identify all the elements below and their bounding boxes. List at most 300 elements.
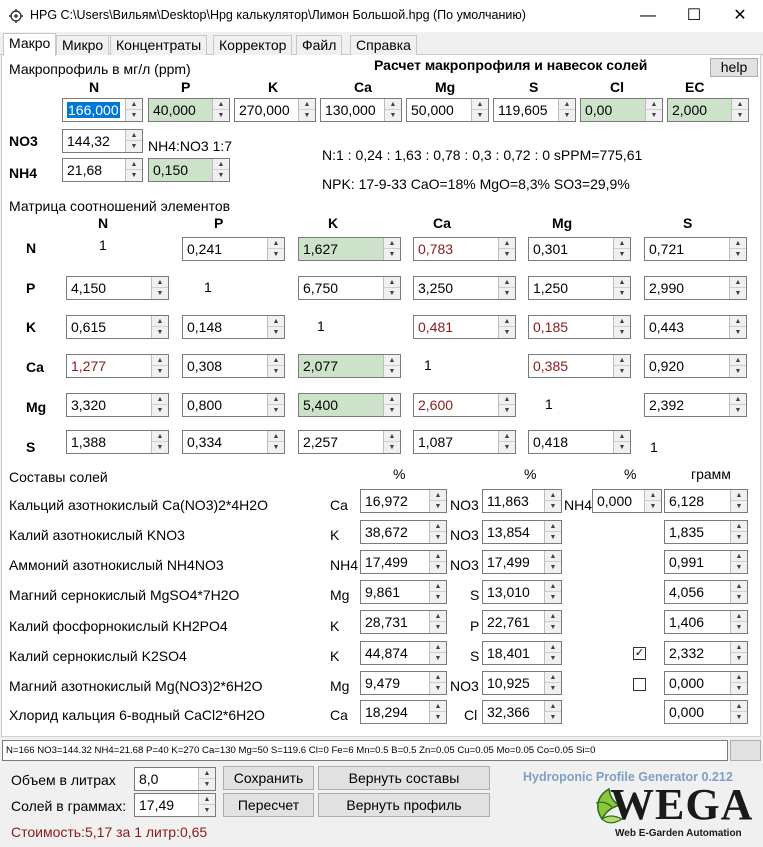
macro-ca-input[interactable]: 130,000 ▲ ▼ bbox=[320, 98, 402, 122]
spin-up-icon[interactable]: ▲ bbox=[430, 521, 446, 532]
spin-up-icon[interactable]: ▲ bbox=[430, 642, 446, 653]
spin-down-icon[interactable]: ▼ bbox=[736, 112, 744, 119]
salt-3-pct2[interactable]: 13,010 ▲ ▼ bbox=[482, 580, 562, 604]
spin-down-icon[interactable]: ▼ bbox=[476, 112, 484, 119]
matrix-mg-s[interactable]: 2,392 ▲ ▼ bbox=[644, 393, 747, 417]
matrix-k-mg[interactable]: 0,185 ▲ ▼ bbox=[528, 315, 631, 339]
profile-string-field[interactable]: N=166 NO3=144.32 NH4=21.68 P=40 K=270 Ca=130 Mg=50 S=119.6 Cl=0 Fe=6 Mn=0.5 B=0.5 Zn=0.05 Cu=0.05 Mo=0.05 Co=0.05 Si=0 bbox=[2, 740, 728, 761]
macro-k-input[interactable]: 270,000 ▲ ▼ bbox=[234, 98, 316, 122]
matrix-p-s[interactable]: 2,990 ▲ ▼ bbox=[644, 276, 747, 300]
spin-up-icon[interactable]: ▲ bbox=[384, 238, 400, 249]
salt-6-gram[interactable]: 0,000 ▲ ▼ bbox=[664, 671, 748, 695]
spin-buttons[interactable] bbox=[729, 355, 746, 377]
spin-down-icon[interactable]: ▼ bbox=[503, 407, 511, 414]
spin-down-icon[interactable]: ▼ bbox=[549, 714, 557, 721]
spin-buttons[interactable] bbox=[198, 768, 215, 790]
spin-down-icon[interactable]: ▼ bbox=[272, 444, 280, 451]
spin-up-icon[interactable]: ▲ bbox=[730, 316, 746, 327]
matrix-diag-s: 1 bbox=[650, 439, 658, 455]
salt-0-pct1[interactable]: 16,972 ▲ ▼ bbox=[360, 489, 447, 513]
spin-down-icon[interactable]: ▼ bbox=[735, 685, 743, 692]
macro-ec-input[interactable]: 2,000 ▲ ▼ bbox=[667, 98, 749, 122]
spin-down-icon[interactable]: ▼ bbox=[549, 655, 557, 662]
matrix-p-k[interactable]: 6,750 ▲ ▼ bbox=[298, 276, 401, 300]
spin-buttons[interactable] bbox=[613, 316, 630, 338]
spin-buttons[interactable] bbox=[498, 394, 515, 416]
spin-buttons[interactable] bbox=[730, 642, 747, 664]
spin-buttons[interactable] bbox=[212, 159, 229, 181]
spin-buttons[interactable] bbox=[729, 394, 746, 416]
spin-buttons[interactable] bbox=[383, 277, 400, 299]
restore-profile-button[interactable]: Вернуть профиль bbox=[318, 793, 490, 817]
spin-buttons[interactable] bbox=[429, 611, 446, 633]
spin-down-icon[interactable]: ▼ bbox=[203, 807, 211, 814]
help-button[interactable]: help bbox=[710, 58, 758, 77]
spin-up-icon[interactable]: ▲ bbox=[384, 431, 400, 442]
save-button[interactable]: Сохранить bbox=[223, 766, 314, 790]
matrix-s-p[interactable]: 0,334 ▲ ▼ bbox=[182, 430, 285, 454]
salt-5-gram[interactable]: 2,332 ▲ ▼ bbox=[664, 641, 748, 665]
spin-up-icon[interactable]: ▲ bbox=[213, 99, 229, 110]
spin-up-icon[interactable]: ▲ bbox=[731, 490, 747, 501]
macro-mg-input[interactable]: 50,000 ▲ ▼ bbox=[406, 98, 489, 122]
spin-up-icon[interactable]: ▲ bbox=[730, 394, 746, 405]
salt-6-pct2[interactable]: 10,925 ▲ ▼ bbox=[482, 671, 562, 695]
spin-buttons[interactable] bbox=[544, 642, 561, 664]
nh4-no3-ratio-label: NH4:NO3 1:7 bbox=[148, 138, 233, 154]
spin-up-icon[interactable]: ▲ bbox=[732, 99, 748, 110]
matrix-s-n[interactable]: 1,388 ▲ ▼ bbox=[66, 430, 169, 454]
spin-up-icon[interactable]: ▲ bbox=[430, 672, 446, 683]
spin-up-icon[interactable]: ▲ bbox=[731, 701, 747, 712]
tab-micro[interactable]: Микро bbox=[56, 35, 109, 55]
spin-buttons[interactable] bbox=[730, 581, 747, 603]
spin-down-icon[interactable]: ▼ bbox=[549, 503, 557, 510]
spin-buttons[interactable] bbox=[383, 431, 400, 453]
spin-buttons[interactable] bbox=[498, 277, 515, 299]
spin-down-icon[interactable]: ▼ bbox=[735, 594, 743, 601]
spin-buttons[interactable] bbox=[125, 99, 142, 121]
spin-up-icon[interactable]: ▲ bbox=[268, 431, 284, 442]
spin-up-icon[interactable]: ▲ bbox=[472, 99, 488, 110]
spin-up-icon[interactable]: ▲ bbox=[268, 355, 284, 366]
matrix-p-n[interactable]: 4,150 ▲ ▼ bbox=[66, 276, 169, 300]
spin-buttons[interactable] bbox=[383, 394, 400, 416]
spin-down-icon[interactable]: ▼ bbox=[618, 444, 626, 451]
spin-buttons[interactable] bbox=[267, 238, 284, 260]
matrix-col-k: K bbox=[328, 215, 339, 231]
salt-3-gram[interactable]: 4,056 ▲ ▼ bbox=[664, 580, 748, 604]
tab-file[interactable]: Файл bbox=[296, 35, 342, 55]
spin-buttons[interactable] bbox=[125, 130, 142, 152]
salt-0-pct3[interactable]: 0,000 ▲ ▼ bbox=[592, 489, 662, 513]
spin-buttons[interactable] bbox=[267, 316, 284, 338]
spin-buttons[interactable] bbox=[729, 316, 746, 338]
spin-up-icon[interactable]: ▲ bbox=[499, 316, 515, 327]
spin-buttons[interactable] bbox=[429, 581, 446, 603]
spin-down-icon[interactable]: ▼ bbox=[735, 503, 743, 510]
spin-buttons[interactable] bbox=[613, 277, 630, 299]
spin-buttons[interactable] bbox=[429, 490, 446, 512]
spin-up-icon[interactable]: ▲ bbox=[126, 99, 142, 110]
spin-up-icon[interactable]: ▲ bbox=[614, 316, 630, 327]
spin-down-icon[interactable]: ▼ bbox=[563, 112, 571, 119]
spin-buttons[interactable] bbox=[471, 99, 488, 121]
spin-up-icon[interactable]: ▲ bbox=[730, 277, 746, 288]
k2so4-include-checkbox[interactable]: ✓ bbox=[634, 647, 645, 659]
matrix-ca-n[interactable]: 1,277 ▲ ▼ bbox=[66, 354, 169, 378]
spin-down-icon[interactable]: ▼ bbox=[734, 368, 742, 375]
spin-buttons[interactable] bbox=[544, 672, 561, 694]
spin-up-icon[interactable]: ▲ bbox=[499, 431, 515, 442]
spin-buttons[interactable] bbox=[644, 490, 661, 512]
salt-7-pct2[interactable]: 32,366 ▲ ▼ bbox=[482, 700, 562, 724]
spin-down-icon[interactable]: ▼ bbox=[130, 143, 138, 150]
spin-down-icon[interactable]: ▼ bbox=[650, 112, 658, 119]
spin-buttons[interactable] bbox=[498, 431, 515, 453]
salt-7-pct1[interactable]: 18,294 ▲ ▼ bbox=[360, 700, 447, 724]
spin-down-icon[interactable]: ▼ bbox=[156, 407, 164, 414]
spin-down-icon[interactable]: ▼ bbox=[303, 112, 311, 119]
spin-buttons[interactable] bbox=[267, 394, 284, 416]
spin-down-icon[interactable]: ▼ bbox=[503, 444, 511, 451]
spin-down-icon[interactable]: ▼ bbox=[618, 290, 626, 297]
spin-up-icon[interactable]: ▲ bbox=[152, 394, 168, 405]
spin-up-icon[interactable]: ▲ bbox=[559, 99, 575, 110]
salt-1-pct1[interactable]: 38,672 ▲ ▼ bbox=[360, 520, 447, 544]
matrix-ca-mg[interactable]: 0,385 ▲ ▼ bbox=[528, 354, 631, 378]
spin-down-icon[interactable]: ▼ bbox=[735, 564, 743, 571]
spin-up-icon[interactable]: ▲ bbox=[545, 490, 561, 501]
spin-down-icon[interactable]: ▼ bbox=[549, 685, 557, 692]
spin-up-icon[interactable]: ▲ bbox=[199, 794, 215, 805]
spin-buttons[interactable] bbox=[558, 99, 575, 121]
spin-down-icon[interactable]: ▼ bbox=[734, 290, 742, 297]
spin-up-icon[interactable]: ▲ bbox=[731, 611, 747, 622]
spin-buttons[interactable] bbox=[498, 316, 515, 338]
spin-up-icon[interactable]: ▲ bbox=[730, 238, 746, 249]
matrix-s-mg[interactable]: 0,418 ▲ ▼ bbox=[528, 430, 631, 454]
spin-up-icon[interactable]: ▲ bbox=[384, 277, 400, 288]
tab-corrector[interactable]: Корректор bbox=[213, 35, 292, 55]
spin-buttons[interactable] bbox=[731, 99, 748, 121]
matrix-row-k: K bbox=[26, 319, 37, 335]
spin-down-icon[interactable]: ▼ bbox=[434, 503, 442, 510]
spin-down-icon[interactable]: ▼ bbox=[217, 172, 225, 179]
spin-down-icon[interactable]: ▼ bbox=[388, 251, 396, 258]
spin-down-icon[interactable]: ▼ bbox=[549, 564, 557, 571]
spin-down-icon[interactable]: ▼ bbox=[434, 564, 442, 571]
spin-down-icon[interactable]: ▼ bbox=[735, 624, 743, 631]
mgno3-include-checkbox[interactable] bbox=[633, 678, 646, 691]
spin-up-icon[interactable]: ▲ bbox=[545, 551, 561, 562]
spin-buttons[interactable] bbox=[730, 521, 747, 543]
salt-3-pct1[interactable]: 9,861 ▲ ▼ bbox=[360, 580, 447, 604]
apply-profile-button[interactable] bbox=[730, 740, 761, 761]
salt-6-pct1[interactable]: 9,479 ▲ ▼ bbox=[360, 671, 447, 695]
salt-1-pct2[interactable]: 13,854 ▲ ▼ bbox=[482, 520, 562, 544]
spin-up-icon[interactable]: ▲ bbox=[731, 551, 747, 562]
restore-compositions-button[interactable]: Вернуть составы bbox=[318, 766, 490, 790]
spin-buttons[interactable] bbox=[429, 521, 446, 543]
tab-help[interactable]: Справка bbox=[350, 35, 417, 55]
spin-down-icon[interactable]: ▼ bbox=[156, 368, 164, 375]
spin-buttons[interactable] bbox=[212, 99, 229, 121]
matrix-mg-p[interactable]: 0,800 ▲ ▼ bbox=[182, 393, 285, 417]
spin-down-icon[interactable]: ▼ bbox=[618, 368, 626, 375]
matrix-ca-p[interactable]: 0,308 ▲ ▼ bbox=[182, 354, 285, 378]
spin-buttons[interactable] bbox=[544, 551, 561, 573]
spin-buttons[interactable] bbox=[544, 701, 561, 723]
spin-down-icon[interactable]: ▼ bbox=[130, 172, 138, 179]
spin-down-icon[interactable]: ▼ bbox=[549, 624, 557, 631]
spin-down-icon[interactable]: ▼ bbox=[272, 407, 280, 414]
matrix-n-ca[interactable]: 0,783 ▲ ▼ bbox=[413, 237, 516, 261]
matrix-n-k[interactable]: 1,627 ▲ ▼ bbox=[298, 237, 401, 261]
salt-7-gram[interactable]: 0,000 ▲ ▼ bbox=[664, 700, 748, 724]
spin-down-icon[interactable]: ▼ bbox=[388, 407, 396, 414]
spin-up-icon[interactable]: ▲ bbox=[545, 521, 561, 532]
spin-down-icon[interactable]: ▼ bbox=[735, 655, 743, 662]
spin-buttons[interactable] bbox=[198, 794, 215, 816]
spin-up-icon[interactable]: ▲ bbox=[545, 701, 561, 712]
matrix-k-ca[interactable]: 0,481 ▲ ▼ bbox=[413, 315, 516, 339]
spin-buttons[interactable] bbox=[544, 611, 561, 633]
spin-buttons[interactable] bbox=[384, 99, 401, 121]
spin-buttons[interactable] bbox=[151, 394, 168, 416]
spin-buttons[interactable] bbox=[730, 672, 747, 694]
spin-up-icon[interactable]: ▲ bbox=[614, 431, 630, 442]
spin-up-icon[interactable]: ▲ bbox=[268, 238, 284, 249]
spin-buttons[interactable] bbox=[645, 99, 662, 121]
spin-down-icon[interactable]: ▼ bbox=[388, 368, 396, 375]
spin-buttons[interactable] bbox=[544, 521, 561, 543]
matrix-ca-k[interactable]: 2,077 ▲ ▼ bbox=[298, 354, 401, 378]
spin-down-icon[interactable]: ▼ bbox=[217, 112, 225, 119]
spin-down-icon[interactable]: ▼ bbox=[434, 624, 442, 631]
matrix-ca-s[interactable]: 0,920 ▲ ▼ bbox=[644, 354, 747, 378]
spin-down-icon[interactable]: ▼ bbox=[434, 714, 442, 721]
spin-up-icon[interactable]: ▲ bbox=[614, 355, 630, 366]
spin-up-icon[interactable]: ▲ bbox=[268, 394, 284, 405]
spin-down-icon[interactable]: ▼ bbox=[156, 329, 164, 336]
matrix-s-ca[interactable]: 1,087 ▲ ▼ bbox=[413, 430, 516, 454]
no3-input[interactable]: 144,32 ▲ ▼ bbox=[62, 129, 143, 153]
matrix-k-s[interactable]: 0,443 ▲ ▼ bbox=[644, 315, 747, 339]
spin-down-icon[interactable]: ▼ bbox=[434, 534, 442, 541]
spin-buttons[interactable] bbox=[125, 159, 142, 181]
spin-buttons[interactable] bbox=[429, 701, 446, 723]
spin-up-icon[interactable]: ▲ bbox=[731, 581, 747, 592]
spin-up-icon[interactable]: ▲ bbox=[213, 159, 229, 170]
spin-up-icon[interactable]: ▲ bbox=[384, 394, 400, 405]
salt-4-pct1[interactable]: 28,731 ▲ ▼ bbox=[360, 610, 447, 634]
spin-buttons[interactable] bbox=[730, 551, 747, 573]
spin-up-icon[interactable]: ▲ bbox=[499, 394, 515, 405]
spin-up-icon[interactable]: ▲ bbox=[545, 642, 561, 653]
matrix-mg-n[interactable]: 3,320 ▲ ▼ bbox=[66, 393, 169, 417]
spin-down-icon[interactable]: ▼ bbox=[549, 594, 557, 601]
spin-buttons[interactable] bbox=[298, 99, 315, 121]
spin-down-icon[interactable]: ▼ bbox=[735, 714, 743, 721]
salt-4-gram[interactable]: 1,406 ▲ ▼ bbox=[664, 610, 748, 634]
close-button[interactable]: ✕ bbox=[733, 7, 747, 24]
spin-down-icon[interactable]: ▼ bbox=[388, 290, 396, 297]
spin-buttons[interactable] bbox=[729, 277, 746, 299]
macro-cl-input[interactable]: 0,00 ▲ ▼ bbox=[580, 98, 663, 122]
spin-buttons[interactable] bbox=[613, 355, 630, 377]
salt-el1: Mg bbox=[330, 587, 350, 603]
spin-down-icon[interactable]: ▼ bbox=[130, 112, 138, 119]
matrix-p-ca[interactable]: 3,250 ▲ ▼ bbox=[413, 276, 516, 300]
salt-0-gram[interactable]: 6,128 ▲ ▼ bbox=[664, 489, 748, 513]
matrix-s-k[interactable]: 2,257 ▲ ▼ bbox=[298, 430, 401, 454]
spin-up-icon[interactable]: ▲ bbox=[430, 581, 446, 592]
spin-up-icon[interactable]: ▲ bbox=[731, 672, 747, 683]
spin-down-icon[interactable]: ▼ bbox=[503, 290, 511, 297]
salts-grams-input[interactable]: 17,49 ▲ ▼ bbox=[134, 793, 216, 817]
spin-buttons[interactable] bbox=[730, 490, 747, 512]
spin-up-icon[interactable]: ▲ bbox=[545, 581, 561, 592]
spin-buttons[interactable] bbox=[613, 238, 630, 260]
spin-buttons[interactable] bbox=[151, 316, 168, 338]
spin-buttons[interactable] bbox=[613, 431, 630, 453]
salt-2-pct2[interactable]: 17,499 ▲ ▼ bbox=[482, 550, 562, 574]
spin-buttons[interactable] bbox=[429, 551, 446, 573]
spin-buttons[interactable] bbox=[498, 238, 515, 260]
spin-down-icon[interactable]: ▼ bbox=[389, 112, 397, 119]
spin-up-icon[interactable]: ▲ bbox=[731, 521, 747, 532]
spin-buttons[interactable] bbox=[267, 431, 284, 453]
macro-s-input[interactable]: 119,605 ▲ ▼ bbox=[493, 98, 576, 122]
spin-down-icon[interactable]: ▼ bbox=[735, 534, 743, 541]
matrix-n-mg[interactable]: 0,301 ▲ ▼ bbox=[528, 237, 631, 261]
spin-down-icon[interactable]: ▼ bbox=[618, 329, 626, 336]
tab-concentrates[interactable]: Концентраты bbox=[110, 35, 207, 55]
spin-up-icon[interactable]: ▲ bbox=[199, 768, 215, 779]
spin-up-icon[interactable]: ▲ bbox=[152, 355, 168, 366]
spin-buttons[interactable] bbox=[730, 701, 747, 723]
spin-buttons[interactable] bbox=[151, 355, 168, 377]
spin-up-icon[interactable]: ▲ bbox=[545, 672, 561, 683]
salt-el1: K bbox=[330, 527, 340, 543]
spin-up-icon[interactable]: ▲ bbox=[614, 238, 630, 249]
salt-el2: NO3 bbox=[450, 497, 479, 513]
salt-5-pct1[interactable]: 44,874 ▲ ▼ bbox=[360, 641, 447, 665]
spin-buttons[interactable] bbox=[544, 581, 561, 603]
spin-buttons[interactable] bbox=[383, 355, 400, 377]
spin-down-icon[interactable]: ▼ bbox=[734, 251, 742, 258]
matrix-mg-k[interactable]: 5,400 ▲ ▼ bbox=[298, 393, 401, 417]
spin-down-icon[interactable]: ▼ bbox=[203, 781, 211, 788]
spin-up-icon[interactable]: ▲ bbox=[430, 551, 446, 562]
nh4-input[interactable]: 21,68 ▲ ▼ bbox=[62, 158, 143, 182]
spin-buttons[interactable] bbox=[151, 277, 168, 299]
salt-2-gram[interactable]: 0,991 ▲ ▼ bbox=[664, 550, 748, 574]
salt-0-pct2[interactable]: 11,863 ▲ ▼ bbox=[482, 489, 562, 513]
spin-up-icon[interactable]: ▲ bbox=[430, 490, 446, 501]
spin-up-icon[interactable]: ▲ bbox=[385, 99, 401, 110]
spin-down-icon[interactable]: ▼ bbox=[156, 290, 164, 297]
spin-up-icon[interactable]: ▲ bbox=[384, 355, 400, 366]
matrix-col-s: S bbox=[683, 215, 693, 231]
macro-p-input[interactable]: 40,000 ▲ ▼ bbox=[148, 98, 230, 122]
spin-buttons[interactable] bbox=[544, 490, 561, 512]
spin-up-icon[interactable]: ▲ bbox=[731, 642, 747, 653]
salt-4-pct2[interactable]: 22,761 ▲ ▼ bbox=[482, 610, 562, 634]
maximize-button[interactable]: ☐ bbox=[686, 7, 702, 24]
spin-up-icon[interactable]: ▲ bbox=[126, 159, 142, 170]
matrix-n-s[interactable]: 0,721 ▲ ▼ bbox=[644, 237, 747, 261]
spin-buttons[interactable] bbox=[730, 611, 747, 633]
spin-down-icon[interactable]: ▼ bbox=[649, 503, 657, 510]
spin-up-icon[interactable]: ▲ bbox=[645, 490, 661, 501]
spin-up-icon[interactable]: ▲ bbox=[430, 701, 446, 712]
salt-1-gram[interactable]: 1,835 ▲ ▼ bbox=[664, 520, 748, 544]
spin-buttons[interactable] bbox=[429, 672, 446, 694]
spin-buttons[interactable] bbox=[151, 431, 168, 453]
spin-down-icon[interactable]: ▼ bbox=[734, 407, 742, 414]
spin-buttons[interactable] bbox=[729, 238, 746, 260]
macro-n-input[interactable]: 166,000 ▲ ▼ bbox=[62, 98, 143, 122]
spin-down-icon[interactable]: ▼ bbox=[434, 685, 442, 692]
spin-up-icon[interactable]: ▲ bbox=[152, 431, 168, 442]
tab-macro[interactable]: Макро bbox=[3, 33, 56, 56]
spin-down-icon[interactable]: ▼ bbox=[503, 329, 511, 336]
salt-2-pct1[interactable]: 17,499 ▲ ▼ bbox=[360, 550, 447, 574]
spin-up-icon[interactable]: ▲ bbox=[268, 316, 284, 327]
spin-down-icon[interactable]: ▼ bbox=[503, 251, 511, 258]
spin-up-icon[interactable]: ▲ bbox=[499, 277, 515, 288]
matrix-mg-ca[interactable]: 2,600 ▲ ▼ bbox=[413, 393, 516, 417]
spin-down-icon[interactable]: ▼ bbox=[272, 251, 280, 258]
spin-buttons[interactable] bbox=[267, 355, 284, 377]
matrix-col-n: N bbox=[98, 215, 109, 231]
spin-down-icon[interactable]: ▼ bbox=[734, 329, 742, 336]
spin-up-icon[interactable]: ▲ bbox=[646, 99, 662, 110]
spin-up-icon[interactable]: ▲ bbox=[152, 277, 168, 288]
matrix-p-mg[interactable]: 1,250 ▲ ▼ bbox=[528, 276, 631, 300]
spin-up-icon[interactable]: ▲ bbox=[545, 611, 561, 622]
spin-up-icon[interactable]: ▲ bbox=[430, 611, 446, 622]
spin-down-icon[interactable]: ▼ bbox=[272, 329, 280, 336]
spin-up-icon[interactable]: ▲ bbox=[614, 277, 630, 288]
nh4-ratio-input[interactable]: 0,150 ▲ ▼ bbox=[148, 158, 230, 182]
spin-buttons[interactable] bbox=[383, 238, 400, 260]
matrix-k-n[interactable]: 0,615 ▲ ▼ bbox=[66, 315, 169, 339]
spin-up-icon[interactable]: ▲ bbox=[730, 355, 746, 366]
spin-up-icon[interactable]: ▲ bbox=[299, 99, 315, 110]
spin-down-icon[interactable]: ▼ bbox=[549, 534, 557, 541]
spin-down-icon[interactable]: ▼ bbox=[272, 368, 280, 375]
spin-down-icon[interactable]: ▼ bbox=[618, 251, 626, 258]
minimize-button[interactable]: — bbox=[640, 7, 656, 24]
volume-input[interactable]: 8,0 ▲ ▼ bbox=[134, 767, 216, 791]
salt-5-pct2[interactable]: 18,401 ▲ ▼ bbox=[482, 641, 562, 665]
spin-down-icon[interactable]: ▼ bbox=[156, 444, 164, 451]
recalc-button[interactable]: Пересчет bbox=[223, 793, 314, 817]
spin-down-icon[interactable]: ▼ bbox=[434, 594, 442, 601]
spin-down-icon[interactable]: ▼ bbox=[388, 444, 396, 451]
matrix-k-p[interactable]: 0,148 ▲ ▼ bbox=[182, 315, 285, 339]
matrix-n-p[interactable]: 0,241 ▲ ▼ bbox=[182, 237, 285, 261]
spin-up-icon[interactable]: ▲ bbox=[152, 316, 168, 327]
spin-down-icon[interactable]: ▼ bbox=[434, 655, 442, 662]
spin-up-icon[interactable]: ▲ bbox=[126, 130, 142, 141]
pct-header-1: % bbox=[393, 466, 406, 482]
spin-buttons[interactable] bbox=[429, 642, 446, 664]
spin-up-icon[interactable]: ▲ bbox=[499, 238, 515, 249]
